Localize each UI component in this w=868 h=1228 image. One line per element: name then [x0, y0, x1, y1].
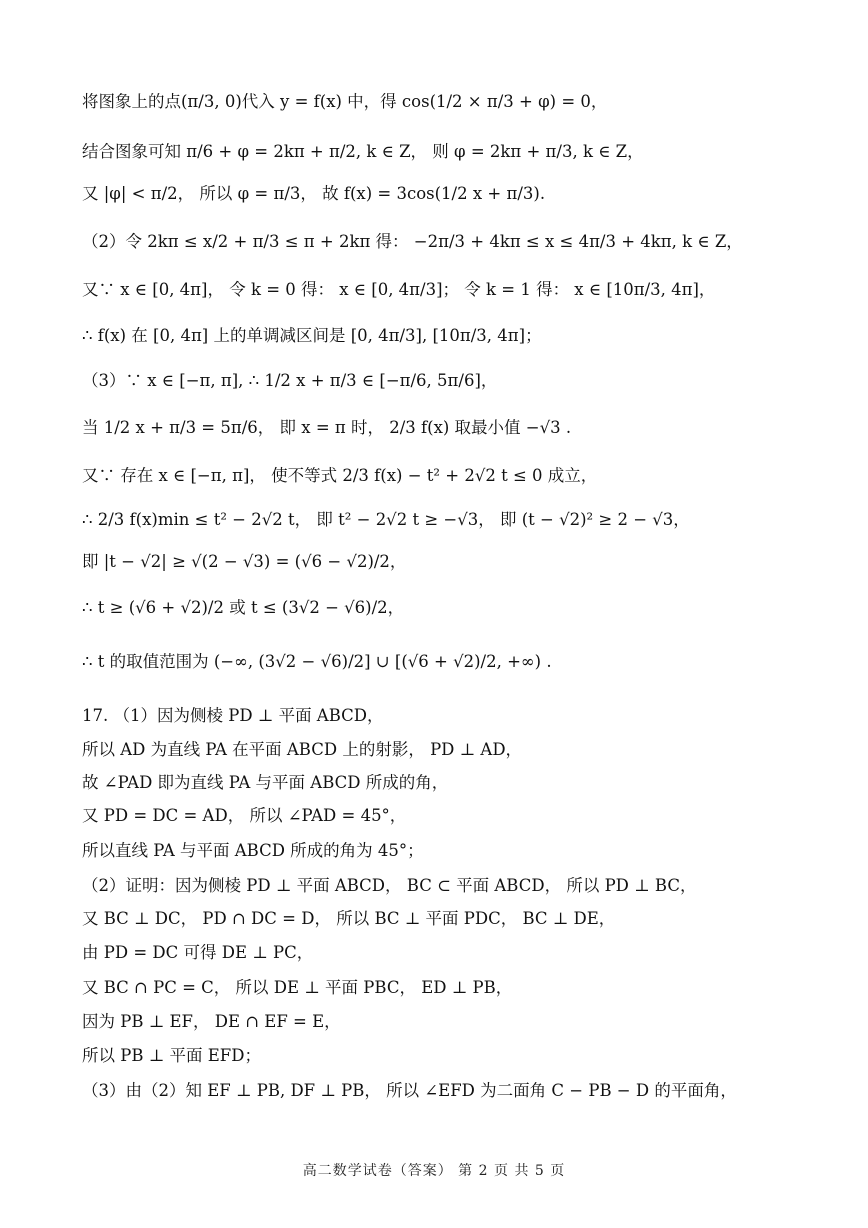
text-line: 又 BC ⊥ DC， PD ∩ DC = D， 所以 BC ⊥ 平面 PDC， BC ⊥ DE，	[82, 909, 616, 928]
text-line: 故 ∠PAD 即为直线 PA 与平面 ABCD 所成的角，	[82, 773, 449, 792]
text-line: 当 1/2 x + π/3 = 5π/6， 即 x = π 时， 2/3 f(x) 取最小值 −√3 .	[82, 418, 572, 437]
text-line: 又 |φ| < π/2， 所以 φ = π/3， 故 f(x) = 3cos(1/2 x + π/3).	[82, 184, 546, 203]
text-line: 17. （1）因为侧棱 PD ⊥ 平面 ABCD，	[82, 706, 384, 725]
text-line: 又 BC ∩ PC = C， 所以 DE ⊥ 平面 PBC， ED ⊥ PB，	[82, 978, 513, 997]
text-line: 由 PD = DC 可得 DE ⊥ PC，	[82, 943, 314, 962]
text-line: （3）∵ x ∈ [−π, π], ∴ 1/2 x + π/3 ∈ [−π/6, 5π/6]，	[82, 371, 498, 390]
text-line: 即 |t − √2| ≥ √(2 − √3) = (√6 − √2)/2，	[82, 552, 407, 571]
text-line: ∴ f(x) 在 [0, 4π] 上的单调减区间是 [0, 4π/3], [10π/3, 4π]；	[82, 326, 542, 345]
text-line: 因为 PB ⊥ EF， DE ∩ EF = E，	[82, 1012, 341, 1031]
text-line: 又 PD = DC = AD， 所以 ∠PAD = 45°，	[82, 806, 407, 825]
text-line: 将图象上的点(π/3, 0)代入 y = f(x) 中，得 cos(1/2 × π/3 + φ) = 0，	[82, 92, 608, 111]
text-line: 又∵ 存在 x ∈ [−π, π]， 使不等式 2/3 f(x) − t² + 2√2 t ≤ 0 成立，	[82, 466, 598, 485]
text-line: （3）由（2）知 EF ⊥ PB, DF ⊥ PB， 所以 ∠EFD 为二面角 C − PB − D 的平面角，	[82, 1081, 737, 1100]
text-line: 又∵ x ∈ [0, 4π]， 令 k = 0 得： x ∈ [0, 4π/3]； 令 k = 1 得： x ∈ [10π/3, 4π]，	[82, 280, 716, 299]
text-line: （2）令 2kπ ≤ x/2 + π/3 ≤ π + 2kπ 得： −2π/3 + 4kπ ≤ x ≤ 4π/3 + 4kπ, k ∈ Z，	[82, 232, 743, 251]
text-line: 所以 AD 为直线 PA 在平面 ABCD 上的射影， PD ⊥ AD，	[82, 740, 523, 759]
text-line: （2）证明：因为侧棱 PD ⊥ 平面 ABCD， BC ⊂ 平面 ABCD， 所以 PD ⊥ BC，	[82, 876, 697, 895]
page-footer: 高二数学试卷（答案） 第 2 页 共 5 页	[302, 1163, 566, 1179]
text-line: ∴ t ≥ (√6 + √2)/2 或 t ≤ (3√2 − √6)/2，	[82, 598, 405, 617]
text-line: 所以 PB ⊥ 平面 EFD；	[82, 1046, 261, 1065]
text-line: ∴ 2/3 f(x)min ≤ t² − 2√2 t， 即 t² − 2√2 t ≥ −√3， 即 (t − √2)² ≥ 2 − √3，	[82, 510, 690, 529]
text-line: 所以直线 PA 与平面 ABCD 所成的角为 45°；	[82, 841, 424, 860]
text-line: ∴ t 的取值范围为 (−∞, (3√2 − √6)/2] ∪ [(√6 + √2)/2, +∞) .	[82, 652, 552, 671]
text-line: 结合图象可知 π/6 + φ = 2kπ + π/2, k ∈ Z， 则 φ = 2kπ + π/3, k ∈ Z，	[82, 142, 644, 161]
